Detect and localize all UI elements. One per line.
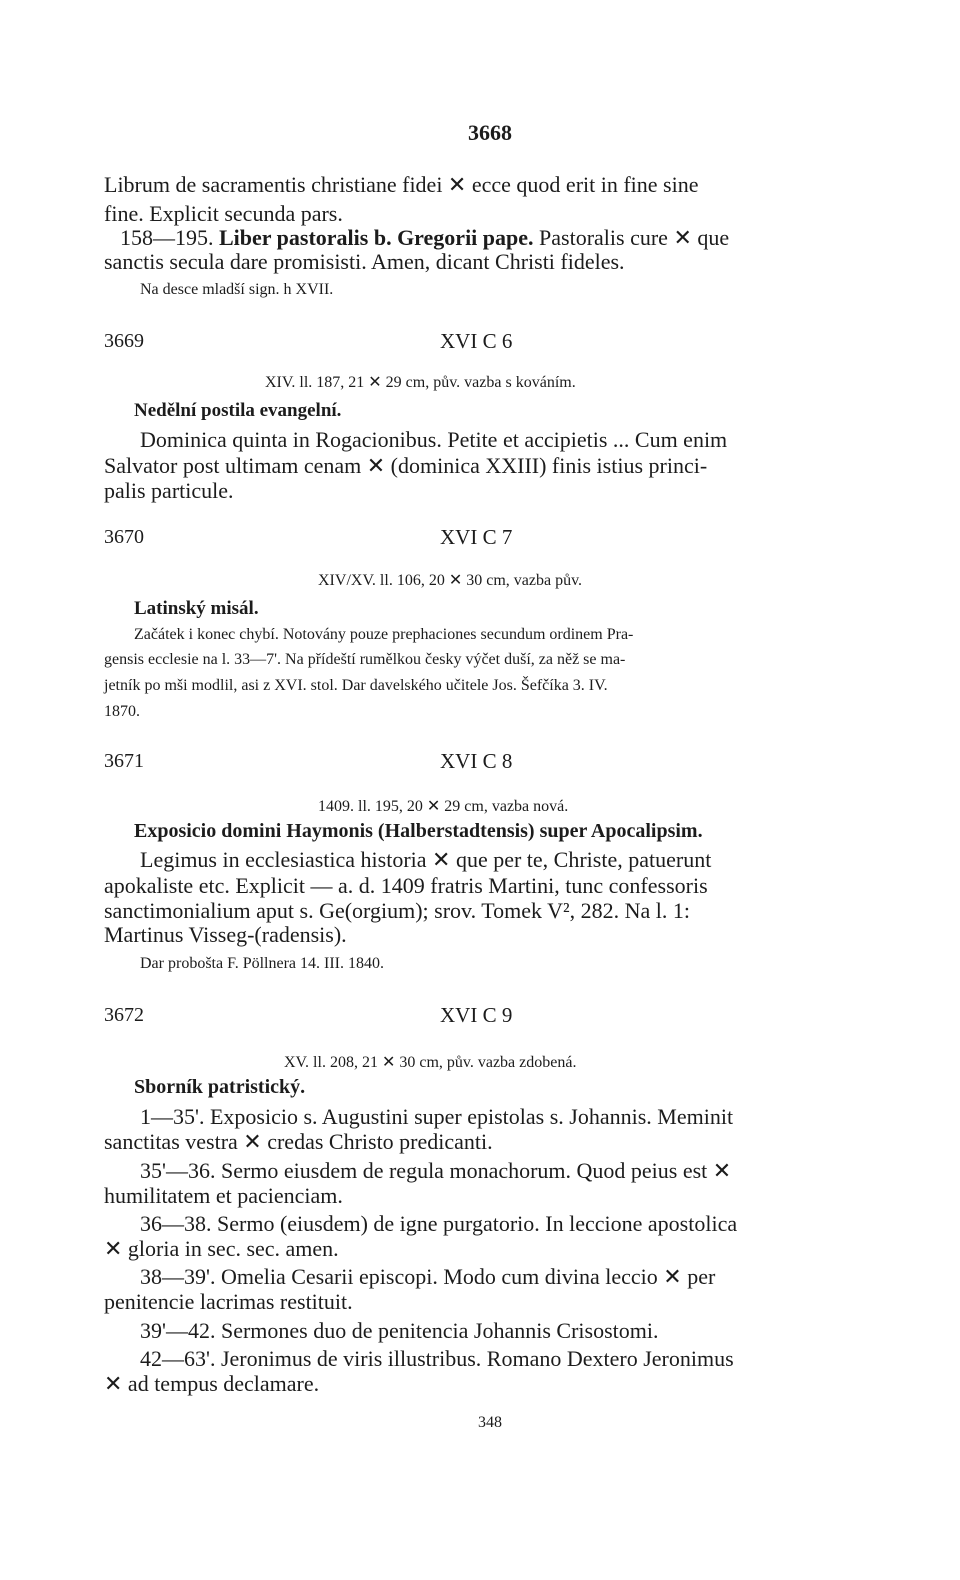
text-line: Martinus Visseg-(radensis). <box>104 922 347 947</box>
text-line: 42—63'. Jeronimus de viris illustribus. Romano Dextero Jeronimus <box>140 1346 734 1371</box>
text-line: Salvator post ultimam cenam ✕ (dominica XXIII) finis istius princi- <box>104 453 708 478</box>
note-line: Dar probošta F. Pöllnera 14. III. 1840. <box>140 955 385 972</box>
page-footer-number: 348 <box>478 1414 502 1431</box>
text-line: gensis ecclesie na l. 33—7'. Na přídeští rumělkou česky výčet duší, za něž se ma- <box>104 651 626 668</box>
text-line: 38—39'. Omelia Cesarii episcopi. Modo cum divina leccio ✕ per <box>140 1264 716 1289</box>
entry-title: Sborník patristický. <box>134 1076 306 1098</box>
physical-description: 1409. ll. 195, 20 ✕ 29 cm, vazba nová. <box>318 798 569 815</box>
page-header-number: 3668 <box>468 120 512 145</box>
text-line <box>120 225 729 251</box>
text-line: ✕ ad tempus declamare. <box>104 1371 320 1396</box>
physical-description: XV. ll. 208, 21 ✕ 30 cm, pův. vazba zdobená. <box>284 1054 577 1071</box>
entry-number: 3672 <box>104 1004 144 1026</box>
text-line: fine. Explicit secunda pars. <box>104 201 343 226</box>
text-line: sanctimonialium aput s. Ge(orgium); srov. Tomek V², 282. Na l. 1: <box>104 898 690 923</box>
entry-title: Latinský misál. <box>134 598 259 619</box>
entry-title: Exposicio domini Haymonis (Halberstadtensis) super Apocalipsim. <box>134 820 703 842</box>
text-line: 39'—42. Sermones duo de penitencia Johannis Crisostomi. <box>140 1318 659 1343</box>
text-line: ✕ gloria in sec. sec. amen. <box>104 1236 339 1261</box>
text-line: 1—35'. Exposicio s. Augustini super epistolas s. Johannis. Meminit <box>140 1104 734 1129</box>
incipit: Pastoralis cure ✕ que <box>539 225 730 250</box>
entry-number: 3670 <box>104 526 144 548</box>
text-line: jetník po mši modlil, asi z XVI. stol. Dar davelského učitele Jos. Šefčíka 3. IV. <box>104 677 608 694</box>
entry-number: 3669 <box>104 330 144 352</box>
text-line: penitencie lacrimas restituit. <box>104 1289 353 1314</box>
shelf-signature: XVI C 9 <box>440 1003 513 1027</box>
text-line: 35'—36. Sermo eiusdem de regula monachorum. Quod peius est ✕ <box>140 1158 732 1183</box>
text-line: sanctis secula dare promisisti. Amen, dicant Christi fideles. <box>104 249 625 274</box>
text-line: Legimus in ecclesiastica historia ✕ que per te, Christe, patuerunt <box>140 847 712 872</box>
note-line: Na desce mladší sign. h XVII. <box>140 281 334 298</box>
text-line: Dominica quinta in Rogacionibus. Petite et accipietis ... Cum enim <box>140 427 728 452</box>
physical-description: XIV/XV. ll. 106, 20 ✕ 30 cm, vazba pův. <box>318 572 583 589</box>
text-line: apokaliste etc. Explicit — a. d. 1409 fratris Martini, tunc confessoris <box>104 873 708 898</box>
shelf-signature: XVI C 7 <box>440 525 513 549</box>
shelf-signature: XVI C 6 <box>440 329 513 353</box>
entry-number: 3671 <box>104 750 144 772</box>
folio-range: 158—195. <box>120 225 214 250</box>
text-line: sanctitas vestra ✕ credas Christo predicanti. <box>104 1129 493 1154</box>
text-line: 36—38. Sermo (eiusdem) de igne purgatorio. In leccione apostolica <box>140 1211 738 1236</box>
physical-description: XIV. ll. 187, 21 ✕ 29 cm, pův. vazba s kováním. <box>265 374 576 391</box>
shelf-signature: XVI C 8 <box>440 749 513 773</box>
text-line: Začátek i konec chybí. Notovány pouze prephaciones secundum ordinem Pra- <box>134 626 634 643</box>
text-line: humilitatem et pacienciam. <box>104 1183 343 1208</box>
work-title: Liber pastoralis b. Gregorii pape. <box>219 225 534 250</box>
text-line: 1870. <box>104 703 140 720</box>
entry-title: Nedělní postila evangelní. <box>134 400 342 421</box>
text-line: Librum de sacramentis christiane fidei ✕ ecce quod erit in fine sine <box>104 172 699 197</box>
text-line: palis particule. <box>104 478 234 503</box>
